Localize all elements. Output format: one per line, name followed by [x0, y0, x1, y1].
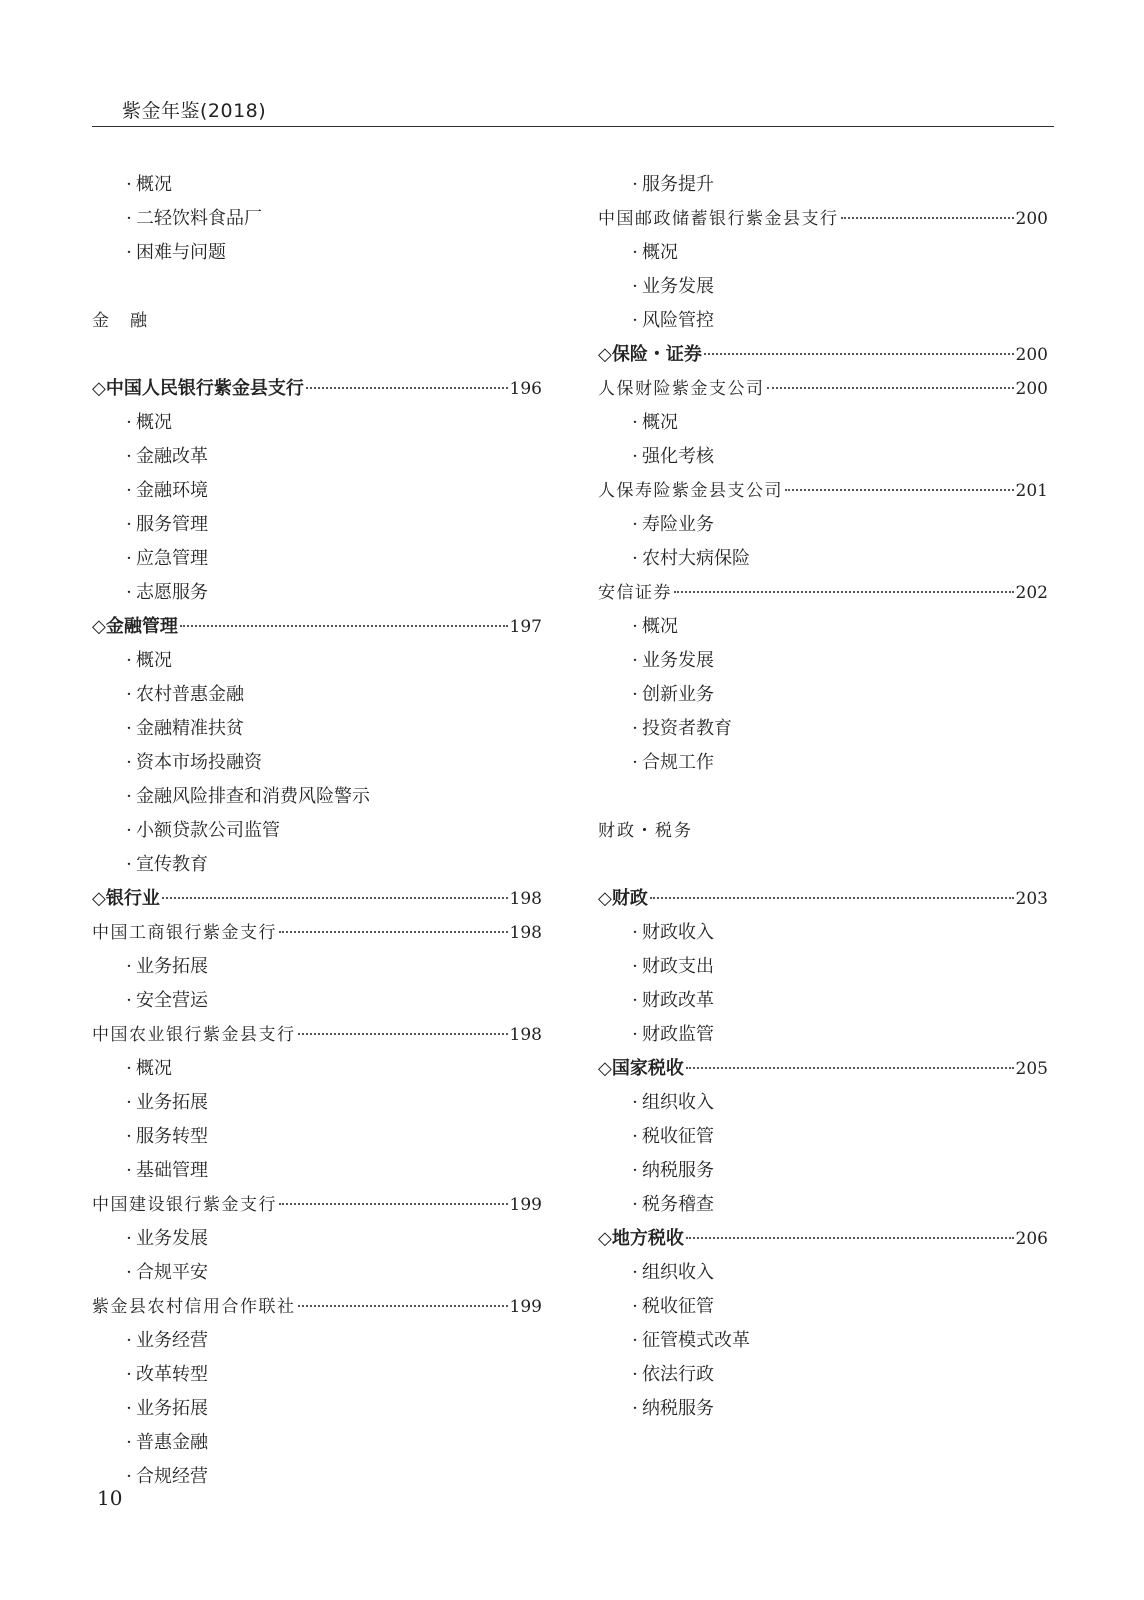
bullet-dot: ·	[632, 446, 638, 467]
bullet-dot: ·	[632, 1092, 638, 1113]
bullet-dot: ·	[126, 1364, 132, 1385]
toc-subitem-label: 概况	[136, 412, 172, 433]
toc-subitem	[92, 780, 542, 814]
bullet-dot: ·	[632, 548, 638, 569]
toc-subitem	[92, 236, 542, 270]
bullet-dot: ·	[632, 990, 638, 1011]
right-column	[598, 168, 1048, 1426]
toc-subitem	[598, 916, 1048, 950]
bullet-dot: ·	[126, 1058, 132, 1079]
toc-subitem-label: 组织收入	[642, 1262, 714, 1283]
bullet-dot: ·	[126, 1228, 132, 1249]
toc-subitem-label: 概况	[642, 412, 678, 433]
toc-entry	[598, 372, 1048, 406]
toc-entry	[598, 576, 1048, 610]
toc-subitem-label: 普惠金融	[136, 1432, 208, 1453]
toc-entry-title: 人保寿险紫金县支公司	[598, 481, 783, 501]
toc-subitem	[598, 1154, 1048, 1188]
toc-subitem-label: 二轻饮料食品厂	[136, 208, 262, 229]
toc-subitem	[598, 1018, 1048, 1052]
toc-subitem-label: 业务发展	[642, 276, 714, 297]
toc-entry-page: 198	[509, 889, 542, 909]
bullet-dot: ·	[126, 854, 132, 875]
toc-subitem	[92, 542, 542, 576]
bullet-dot: ·	[632, 718, 638, 739]
toc-subitem-label: 税务稽查	[642, 1194, 714, 1215]
bullet-dot: ·	[632, 1126, 638, 1147]
page-number: 10	[97, 1486, 123, 1510]
toc-subitem-label: 金融环境	[136, 480, 208, 501]
bullet-dot: ·	[632, 956, 638, 977]
toc-entry-page: 202	[1015, 583, 1048, 603]
toc-entry	[92, 916, 542, 950]
toc-subitem-label: 业务发展	[136, 1228, 208, 1249]
bullet-dot: ·	[632, 616, 638, 637]
toc-subitem-label: 农村普惠金融	[136, 684, 244, 705]
toc-subitem	[598, 542, 1048, 576]
bullet-dot: ·	[632, 1398, 638, 1419]
bullet-dot: ·	[632, 1364, 638, 1385]
toc-subitem	[92, 440, 542, 474]
bullet-dot: ·	[632, 514, 638, 535]
bullet-dot: ·	[126, 786, 132, 807]
toc-entry-title: ◇财政	[598, 888, 648, 909]
bullet-dot: ·	[632, 1194, 638, 1215]
bullet-dot: ·	[126, 208, 132, 229]
bullet-dot: ·	[126, 1092, 132, 1113]
bullet-dot: ·	[126, 650, 132, 671]
toc-entry	[92, 1018, 542, 1052]
toc-entry	[598, 202, 1048, 236]
toc-subitem	[92, 1324, 542, 1358]
toc-entry-page: 197	[509, 617, 542, 637]
toc-subitem	[92, 712, 542, 746]
toc-subitem	[92, 848, 542, 882]
bullet-dot: ·	[126, 718, 132, 739]
toc-subitem	[92, 1120, 542, 1154]
bullet-dot: ·	[126, 174, 132, 195]
toc-subitem	[598, 236, 1048, 270]
toc-entry-title: 紫金县农村信用合作联社	[92, 1297, 296, 1317]
toc-subitem-label: 小额贷款公司监管	[136, 820, 280, 841]
bullet-dot: ·	[632, 922, 638, 943]
bullet-dot: ·	[632, 310, 638, 331]
toc-subitem	[598, 304, 1048, 338]
toc-entry-title: 中国农业银行紫金县支行	[92, 1025, 296, 1045]
toc-subitem	[598, 950, 1048, 984]
toc-entry-title: 中国邮政储蓄银行紫金县支行	[598, 209, 839, 229]
toc-entry	[598, 1052, 1048, 1086]
toc-subitem	[598, 1392, 1048, 1426]
toc-subitem-label: 改革转型	[136, 1364, 208, 1385]
bullet-dot: ·	[126, 1432, 132, 1453]
toc-subitem-label: 应急管理	[136, 548, 208, 569]
toc-subitem-label: 金融风险排查和消费风险警示	[136, 786, 370, 807]
toc-entry-page: 199	[509, 1195, 542, 1215]
toc-subitem-label: 财政改革	[642, 990, 714, 1011]
toc-subitem-label: 概况	[136, 650, 172, 671]
toc-subitem-label: 服务管理	[136, 514, 208, 535]
dot-leader	[674, 591, 1014, 593]
toc-entry-page: 198	[509, 1025, 542, 1045]
bullet-dot: ·	[126, 752, 132, 773]
toc-entry-title: 人保财险紫金支公司	[598, 379, 765, 399]
bullet-dot: ·	[632, 242, 638, 263]
toc-entry	[92, 1188, 542, 1222]
toc-subitem-label: 依法行政	[642, 1364, 714, 1385]
toc-entry-page: 196	[509, 379, 542, 399]
toc-entry-page: 200	[1015, 209, 1048, 229]
toc-entry-page: 203	[1015, 889, 1048, 909]
toc-subitem	[92, 1154, 542, 1188]
toc-subitem-label: 财政支出	[642, 956, 714, 977]
bullet-dot: ·	[126, 412, 132, 433]
toc-subitem	[598, 746, 1048, 780]
toc-subitem-label: 基础管理	[136, 1160, 208, 1181]
toc-entry-page: 201	[1015, 481, 1048, 501]
toc-subitem-label: 纳税服务	[642, 1160, 714, 1181]
bullet-dot: ·	[632, 276, 638, 297]
bullet-dot: ·	[126, 548, 132, 569]
toc-entry-title: ◇国家税收	[598, 1058, 684, 1079]
left-column	[92, 168, 542, 1494]
toc-entry	[92, 610, 542, 644]
dot-leader	[279, 1203, 508, 1205]
toc-subitem	[92, 678, 542, 712]
toc-subitem-label: 强化考核	[642, 446, 714, 467]
section-label: 金 融	[92, 311, 149, 331]
toc-subitem-label: 业务发展	[642, 650, 714, 671]
toc-entry	[92, 882, 542, 916]
toc-subitem	[92, 406, 542, 440]
toc-entry-title: ◇中国人民银行紫金县支行	[92, 378, 304, 399]
toc-entry	[598, 1222, 1048, 1256]
toc-subitem-label: 概况	[136, 1058, 172, 1079]
dot-leader	[162, 897, 508, 899]
toc-subitem	[598, 1256, 1048, 1290]
bullet-dot: ·	[126, 480, 132, 501]
toc-subitem-label: 征管模式改革	[642, 1330, 750, 1351]
toc-subitem	[92, 1256, 542, 1290]
toc-subitem	[598, 644, 1048, 678]
toc-subitem	[92, 1086, 542, 1120]
toc-subitem	[92, 576, 542, 610]
bullet-dot: ·	[126, 1330, 132, 1351]
toc-subitem	[92, 1392, 542, 1426]
toc-entry-page: 200	[1015, 379, 1048, 399]
dot-leader	[686, 1067, 1014, 1069]
toc-subitem-label: 风险管控	[642, 310, 714, 331]
toc-subitem	[92, 1426, 542, 1460]
toc-subitem-label: 农村大病保险	[642, 548, 750, 569]
toc-subitem-label: 税收征管	[642, 1296, 714, 1317]
toc-subitem	[598, 1188, 1048, 1222]
toc-subitem-label: 资本市场投融资	[136, 752, 262, 773]
bullet-dot: ·	[632, 1160, 638, 1181]
toc-subitem	[92, 1052, 542, 1086]
toc-subitem-label: 业务拓展	[136, 1398, 208, 1419]
bullet-dot: ·	[126, 1160, 132, 1181]
toc-entry-page: 200	[1015, 345, 1048, 365]
toc-subitem	[598, 270, 1048, 304]
toc-subitem	[598, 984, 1048, 1018]
dot-leader	[298, 1305, 508, 1307]
toc-subitem-label: 安全营运	[136, 990, 208, 1011]
toc-subitem-label: 财政收入	[642, 922, 714, 943]
bullet-dot: ·	[126, 1466, 132, 1487]
toc-subitem	[598, 1358, 1048, 1392]
dot-leader	[298, 1033, 508, 1035]
toc-subitem	[92, 984, 542, 1018]
toc-subitem	[598, 1324, 1048, 1358]
toc-subitem-label: 概况	[136, 174, 172, 195]
dot-leader	[180, 625, 508, 627]
toc-subitem	[92, 474, 542, 508]
bullet-dot: ·	[126, 1126, 132, 1147]
bullet-dot: ·	[632, 1296, 638, 1317]
bullet-dot: ·	[126, 242, 132, 263]
dot-leader	[704, 353, 1014, 355]
toc-subitem-label: 金融改革	[136, 446, 208, 467]
toc-subitem-label: 宣传教育	[136, 854, 208, 875]
dot-leader	[767, 387, 1014, 389]
running-header-title: 紫金年鉴(2018)	[122, 100, 267, 122]
toc-subitem	[598, 678, 1048, 712]
bullet-dot: ·	[126, 514, 132, 535]
toc-subitem	[92, 746, 542, 780]
dot-leader	[841, 217, 1014, 219]
toc-subitem	[92, 1222, 542, 1256]
toc-subitem	[598, 406, 1048, 440]
toc-subitem	[598, 610, 1048, 644]
bullet-dot: ·	[126, 956, 132, 977]
toc-entry-title: 安信证券	[598, 583, 672, 603]
bullet-dot: ·	[632, 1024, 638, 1045]
toc-subitem-label: 组织收入	[642, 1092, 714, 1113]
toc-subitem-label: 概况	[642, 242, 678, 263]
toc-subitem	[92, 644, 542, 678]
toc-subitem-label: 合规平安	[136, 1262, 208, 1283]
toc-subitem-label: 金融精准扶贫	[136, 718, 244, 739]
bullet-dot: ·	[126, 1398, 132, 1419]
dot-leader	[306, 387, 508, 389]
bullet-dot: ·	[632, 412, 638, 433]
bullet-dot: ·	[632, 752, 638, 773]
toc-subitem-label: 纳税服务	[642, 1398, 714, 1419]
toc-subitem-label: 业务经营	[136, 1330, 208, 1351]
bullet-dot: ·	[126, 1262, 132, 1283]
toc-subitem-label: 概况	[642, 616, 678, 637]
toc-subitem-label: 业务拓展	[136, 956, 208, 977]
bullet-dot: ·	[632, 1262, 638, 1283]
dot-leader	[279, 931, 508, 933]
toc-entry-title: ◇保险・证券	[598, 344, 702, 365]
toc-entry-title: ◇地方税收	[598, 1228, 684, 1249]
toc-subitem	[92, 508, 542, 542]
toc-subitem	[598, 712, 1048, 746]
bullet-dot: ·	[632, 1330, 638, 1351]
toc-entry-page: 198	[509, 923, 542, 943]
toc-subitem-label: 寿险业务	[642, 514, 714, 535]
toc-subitem	[92, 1358, 542, 1392]
dot-leader	[650, 897, 1014, 899]
toc-entry-page: 206	[1015, 1229, 1048, 1249]
toc-entry	[92, 1290, 542, 1324]
toc-subitem-label: 服务提升	[642, 174, 714, 195]
bullet-dot: ·	[632, 174, 638, 195]
dot-leader	[686, 1237, 1014, 1239]
toc-entry	[598, 474, 1048, 508]
bullet-dot: ·	[632, 650, 638, 671]
toc-subitem-label: 志愿服务	[136, 582, 208, 603]
bullet-dot: ·	[126, 684, 132, 705]
dot-leader	[785, 489, 1014, 491]
toc-entry-title: ◇银行业	[92, 888, 160, 909]
toc-entry	[598, 882, 1048, 916]
toc-subitem	[92, 814, 542, 848]
bullet-dot: ·	[632, 684, 638, 705]
toc-entry-page: 199	[509, 1297, 542, 1317]
toc-entry-page: 205	[1015, 1059, 1048, 1079]
toc-subitem-label: 合规经营	[136, 1466, 208, 1487]
toc-subitem	[92, 1460, 542, 1494]
toc-subitem	[598, 508, 1048, 542]
toc-subitem	[92, 168, 542, 202]
toc-subitem	[598, 168, 1048, 202]
toc-subitem	[92, 950, 542, 984]
toc-subitem-label: 税收征管	[642, 1126, 714, 1147]
toc-subitem	[92, 202, 542, 236]
header-rule	[92, 126, 1054, 127]
toc-subitem-label: 投资者教育	[642, 718, 732, 739]
toc-subitem-label: 业务拓展	[136, 1092, 208, 1113]
section-label: 财政・税务	[598, 821, 693, 841]
toc-subitem	[598, 1086, 1048, 1120]
toc-subitem	[598, 440, 1048, 474]
toc-subitem-label: 创新业务	[642, 684, 714, 705]
toc-entry	[92, 372, 542, 406]
toc-subitem-label: 合规工作	[642, 752, 714, 773]
toc-subitem-label: 财政监管	[642, 1024, 714, 1045]
toc-subitem	[598, 1120, 1048, 1154]
bullet-dot: ·	[126, 820, 132, 841]
bullet-dot: ·	[126, 582, 132, 603]
toc-subitem	[598, 1290, 1048, 1324]
toc-entry-title: 中国建设银行紫金支行	[92, 1195, 277, 1215]
toc-subitem-label: 服务转型	[136, 1126, 208, 1147]
bullet-dot: ·	[126, 446, 132, 467]
toc-entry-title: 中国工商银行紫金支行	[92, 923, 277, 943]
bullet-dot: ·	[126, 990, 132, 1011]
toc-entry-title: ◇金融管理	[92, 616, 178, 637]
toc-entry	[598, 338, 1048, 372]
toc-subitem-label: 困难与问题	[136, 242, 226, 263]
